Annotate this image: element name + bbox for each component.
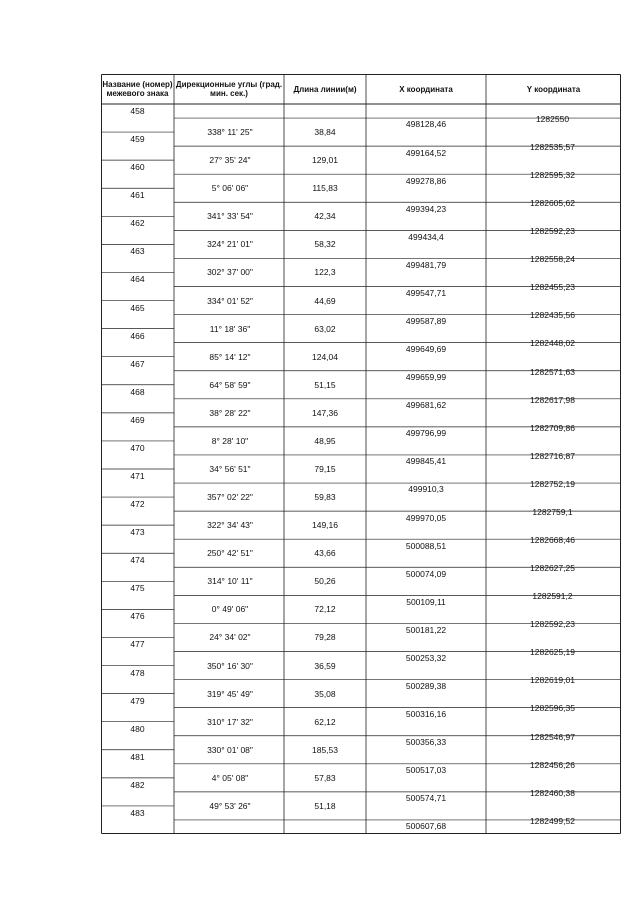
point-name: 481 bbox=[130, 751, 145, 762]
x-coordinate: 498128,46 bbox=[405, 119, 447, 130]
y-coordinate: 1282535,57 bbox=[530, 141, 575, 152]
x-coordinate: 499845,41 bbox=[405, 456, 447, 467]
line-length: 57,83 bbox=[314, 772, 336, 783]
line-length: 129,01 bbox=[312, 155, 338, 166]
point-name: 477 bbox=[130, 639, 145, 650]
x-coordinate: 500607,68 bbox=[405, 821, 447, 832]
x-coordinate: 500088,51 bbox=[405, 540, 447, 551]
point-name: 471 bbox=[130, 471, 145, 481]
direction-angle: 310° 17' 32" bbox=[207, 716, 253, 727]
point-name: 464 bbox=[130, 274, 145, 285]
y-coordinate: 1282448,02 bbox=[530, 338, 575, 349]
y-coordinate: 1282752,19 bbox=[530, 478, 575, 489]
line-length: 59,83 bbox=[314, 492, 336, 503]
x-coordinate: 500289,38 bbox=[405, 680, 447, 691]
y-coordinate: 1282592,23 bbox=[530, 226, 575, 237]
line-length: 115,83 bbox=[312, 183, 338, 194]
y-coordinate: 1282759,1 bbox=[532, 506, 573, 517]
line-length: 79,15 bbox=[314, 464, 336, 474]
header-line-length: Длина линии(м) bbox=[293, 84, 357, 94]
y-coordinate: 1282460,38 bbox=[530, 787, 575, 798]
y-coordinate: 1282546,97 bbox=[530, 731, 575, 742]
x-coordinate: 499481,79 bbox=[405, 259, 447, 270]
line-length: 122,3 bbox=[314, 267, 336, 278]
y-coordinate: 1282625,19 bbox=[530, 647, 575, 658]
point-name: 472 bbox=[130, 499, 145, 510]
y-coordinate: 1282595,32 bbox=[530, 169, 575, 180]
line-length: 58,32 bbox=[314, 239, 336, 250]
line-length: 63,02 bbox=[314, 323, 336, 334]
point-name: 473 bbox=[130, 527, 145, 538]
direction-angle: 8° 28' 10" bbox=[211, 435, 249, 446]
point-name: 480 bbox=[130, 723, 145, 734]
y-coordinate: 1282591,2 bbox=[532, 591, 573, 602]
line-length: 124,04 bbox=[312, 351, 338, 362]
direction-angle: 49° 53' 26" bbox=[209, 800, 251, 811]
x-coordinate: 499649,69 bbox=[405, 344, 447, 355]
line-length: 51,15 bbox=[314, 379, 336, 390]
y-coordinate: 1282455,23 bbox=[530, 282, 575, 293]
y-coordinate: 1282558,24 bbox=[530, 254, 575, 265]
direction-angle: 24° 34' 02" bbox=[209, 632, 251, 643]
x-coordinate: 500109,11 bbox=[406, 596, 446, 607]
x-coordinate: 500517,03 bbox=[405, 765, 447, 776]
line-length: 147,36 bbox=[312, 407, 338, 418]
point-name: 468 bbox=[130, 386, 145, 397]
direction-angle: 34° 56' 51" bbox=[209, 464, 251, 474]
point-name: 462 bbox=[130, 218, 145, 229]
line-length: 35,08 bbox=[314, 688, 336, 699]
direction-angle: 357° 02' 22" bbox=[207, 492, 253, 503]
y-coordinate: 1282709,86 bbox=[530, 422, 575, 433]
x-coordinate: 499970,05 bbox=[405, 512, 447, 523]
y-coordinate: 1282435,56 bbox=[530, 310, 575, 321]
x-coordinate: 499434,4 bbox=[408, 231, 444, 242]
y-coordinate: 1282668,46 bbox=[530, 534, 575, 545]
x-coordinate: 499796,99 bbox=[405, 428, 447, 439]
point-name: 475 bbox=[130, 583, 145, 594]
point-name: 474 bbox=[130, 555, 145, 566]
point-name: 461 bbox=[130, 190, 145, 201]
header-direction-angle: Дирекционные углы (град. мин. сек.) bbox=[175, 80, 283, 98]
y-coordinate: 1282627,25 bbox=[530, 563, 575, 574]
x-coordinate: 499278,86 bbox=[405, 175, 447, 186]
direction-angle: 4° 05' 08" bbox=[211, 772, 249, 783]
point-name: 466 bbox=[130, 330, 145, 341]
x-coordinate: 499681,62 bbox=[405, 400, 447, 411]
header-x-coordinate: X координата bbox=[399, 84, 453, 94]
y-coordinate: 1282550 bbox=[535, 113, 570, 124]
line-length: 72,12 bbox=[314, 604, 336, 615]
direction-angle: 341° 33' 54" bbox=[207, 211, 253, 222]
point-name: 469 bbox=[130, 414, 145, 425]
x-coordinate: 500316,16 bbox=[405, 709, 447, 720]
line-length: 50,26 bbox=[314, 576, 336, 587]
point-name: 467 bbox=[130, 358, 145, 369]
line-length: 48,95 bbox=[314, 435, 336, 446]
point-name: 465 bbox=[130, 302, 145, 313]
x-coordinate: 499394,23 bbox=[405, 203, 447, 214]
x-coordinate: 500253,32 bbox=[405, 652, 447, 663]
direction-angle: 350° 16' 30" bbox=[207, 660, 253, 671]
y-coordinate: 1282596,35 bbox=[530, 703, 575, 714]
y-coordinate: 1282456,26 bbox=[530, 759, 575, 770]
x-coordinate: 500574,71 bbox=[405, 793, 447, 804]
point-name: 478 bbox=[130, 667, 145, 678]
direction-angle: 0° 49' 06" bbox=[211, 604, 249, 615]
direction-angle: 314° 10' 11" bbox=[207, 576, 253, 587]
direction-angle: 302° 37' 00" bbox=[207, 267, 253, 278]
y-coordinate: 1282716,87 bbox=[530, 450, 575, 461]
line-length: 62,12 bbox=[314, 716, 336, 727]
point-name: 482 bbox=[130, 779, 145, 790]
point-name: 479 bbox=[130, 695, 145, 706]
direction-angle: 38° 28' 22" bbox=[209, 407, 251, 418]
line-length: 43,66 bbox=[314, 548, 336, 559]
line-length: 149,16 bbox=[312, 520, 338, 531]
direction-angle: 338° 11' 25" bbox=[207, 127, 253, 138]
y-coordinate: 1282619,01 bbox=[530, 675, 575, 686]
line-length: 42,34 bbox=[314, 211, 336, 222]
coordinates-table bbox=[101, 74, 621, 834]
direction-angle: 27° 35' 24" bbox=[209, 155, 251, 166]
point-name: 460 bbox=[130, 162, 145, 173]
line-length: 36,59 bbox=[314, 660, 336, 671]
y-coordinate: 1282605,62 bbox=[530, 198, 575, 209]
direction-angle: 11° 18' 36" bbox=[209, 323, 251, 334]
line-length: 44,69 bbox=[314, 295, 336, 306]
x-coordinate: 499910,3 bbox=[408, 484, 444, 495]
header-point-name: Название (номер) межевого знака bbox=[102, 80, 173, 98]
direction-angle: 334° 01' 52" bbox=[207, 295, 253, 306]
point-name: 470 bbox=[130, 442, 145, 453]
point-name: 476 bbox=[130, 611, 145, 622]
direction-angle: 330° 01' 08" bbox=[207, 744, 253, 755]
direction-angle: 5° 06' 06" bbox=[211, 183, 249, 194]
point-name: 458 bbox=[130, 106, 145, 116]
direction-angle: 250° 42' 51" bbox=[207, 548, 253, 559]
y-coordinate: 1282571,63 bbox=[530, 366, 575, 377]
x-coordinate: 499164,52 bbox=[405, 147, 447, 158]
point-name: 463 bbox=[130, 246, 145, 257]
direction-angle: 64° 58' 59" bbox=[209, 379, 251, 390]
line-length: 51,18 bbox=[314, 800, 336, 811]
x-coordinate: 500181,22 bbox=[405, 624, 447, 635]
y-coordinate: 1282499,52 bbox=[530, 815, 575, 826]
line-length: 185,53 bbox=[312, 744, 338, 755]
header-y-coordinate: Y координата bbox=[526, 84, 581, 94]
direction-angle: 85° 14' 12" bbox=[209, 351, 251, 362]
x-coordinate: 499659,99 bbox=[405, 372, 447, 383]
line-length: 79,28 bbox=[314, 632, 336, 643]
x-coordinate: 500356,33 bbox=[405, 737, 447, 748]
direction-angle: 322° 34' 43" bbox=[207, 520, 253, 531]
line-length: 38,84 bbox=[314, 127, 336, 138]
x-coordinate: 499587,89 bbox=[405, 315, 447, 326]
x-coordinate: 499547,71 bbox=[405, 287, 447, 298]
direction-angle: 324° 21' 01" bbox=[207, 239, 253, 250]
point-name: 483 bbox=[130, 807, 145, 818]
y-coordinate: 1282617,98 bbox=[530, 394, 575, 405]
y-coordinate: 1282592,23 bbox=[530, 619, 575, 630]
point-name: 459 bbox=[130, 134, 145, 145]
direction-angle: 319° 45' 49" bbox=[207, 688, 253, 699]
x-coordinate: 500074,09 bbox=[405, 568, 447, 579]
